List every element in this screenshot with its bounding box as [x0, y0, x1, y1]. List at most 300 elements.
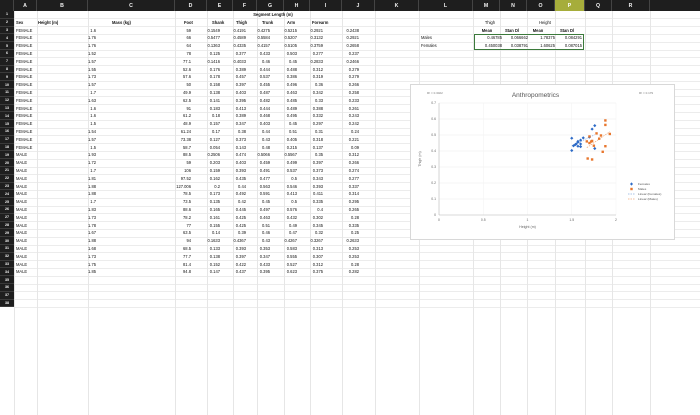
data-cell[interactable]: 0.1416 — [207, 58, 220, 64]
data-cell[interactable]: 1.63 — [88, 97, 96, 103]
data-cell[interactable]: 1.5 — [90, 144, 96, 150]
data-cell[interactable]: 0.393 — [235, 246, 246, 251]
data-cell[interactable]: 1.6 — [90, 105, 96, 111]
data-cell[interactable]: 0.437 — [235, 269, 246, 275]
data-cell[interactable]: 0.314 — [348, 191, 359, 197]
data-cell[interactable]: 0.444 — [259, 105, 270, 111]
data-cell[interactable]: FEMALE — [16, 105, 33, 111]
data-cell[interactable]: 59 — [186, 160, 191, 166]
column-header-h[interactable]: H — [284, 0, 310, 11]
data-cell[interactable]: 0.4 — [317, 207, 323, 212]
data-cell[interactable]: FEMALE — [16, 74, 33, 80]
data-cell[interactable]: 78 — [186, 51, 191, 56]
data-cell[interactable]: 0.389 — [235, 66, 246, 72]
data-cell[interactable]: MALE — [16, 168, 28, 173]
column-header-j[interactable]: J — [342, 0, 375, 11]
segment-length-title[interactable]: Segment Length (m) — [253, 12, 293, 17]
row-header-9[interactable]: 9 — [0, 73, 14, 81]
data-cell[interactable]: 0.413 — [235, 105, 246, 111]
header-mass[interactable]: Mass (kg) — [112, 19, 131, 25]
column-header-a[interactable]: A — [14, 0, 37, 11]
column-header-c[interactable]: C — [88, 0, 175, 11]
data-cell[interactable]: MALE — [16, 191, 28, 197]
data-cell[interactable]: 0.277 — [312, 51, 323, 56]
data-cell[interactable]: 0.591 — [259, 191, 270, 197]
data-cell[interactable]: 62.5 — [183, 97, 191, 103]
data-cell[interactable]: 91 — [186, 105, 191, 111]
data-cell[interactable]: 0.45 — [289, 121, 297, 127]
data-cell[interactable]: FEMALE — [16, 121, 33, 127]
anthropometrics-chart[interactable] — [410, 84, 675, 240]
row-header-18[interactable]: 18 — [0, 144, 14, 152]
data-cell[interactable]: 0.4275 — [257, 27, 270, 33]
data-cell[interactable]: 66 — [186, 35, 191, 41]
data-cell[interactable]: 0.403 — [235, 160, 246, 166]
header-height[interactable]: Height (m) — [38, 19, 59, 25]
row-header-16[interactable]: 16 — [0, 128, 14, 136]
data-cell[interactable]: 0.405 — [286, 136, 297, 142]
data-cell[interactable]: 0.215 — [286, 144, 297, 150]
data-cell[interactable]: 77 — [186, 222, 191, 228]
data-cell[interactable]: 94.8 — [183, 269, 191, 275]
data-cell[interactable]: 0.221 — [348, 136, 359, 142]
data-cell[interactable]: 0.054 — [209, 144, 220, 150]
data-cell[interactable]: 0.335 — [348, 222, 359, 228]
data-cell[interactable]: 0.49 — [289, 222, 297, 228]
data-cell[interactable]: 0.157 — [209, 121, 220, 127]
select-all-corner[interactable] — [0, 0, 14, 11]
summary-female-value[interactable]: 1.60625 — [540, 43, 555, 49]
data-cell[interactable]: 0.4267 — [284, 238, 297, 244]
data-cell[interactable]: 0.477 — [259, 175, 270, 181]
data-cell[interactable]: MALE — [16, 214, 28, 220]
data-cell[interactable]: 0.261 — [348, 105, 359, 111]
data-cell[interactable]: 0.125 — [209, 51, 220, 56]
data-cell[interactable]: 0.4157 — [257, 43, 270, 49]
data-cell[interactable]: 0.422 — [235, 261, 246, 267]
row-header-37[interactable]: 37 — [0, 292, 14, 300]
data-cell[interactable]: 0.1549 — [207, 27, 220, 33]
data-cell[interactable]: MALE — [16, 261, 28, 267]
data-cell[interactable]: 0.17 — [212, 129, 220, 134]
data-cell[interactable]: 0.496 — [286, 82, 297, 88]
data-cell[interactable]: 0.444 — [259, 66, 270, 72]
data-cell[interactable]: 0.127 — [209, 136, 220, 142]
data-cell[interactable]: 0.393 — [235, 168, 246, 173]
data-cell[interactable]: 1.73 — [88, 74, 96, 80]
row-header-5[interactable]: 5 — [0, 42, 14, 50]
data-cell[interactable]: 0.389 — [235, 113, 246, 119]
data-cell[interactable]: 0.425 — [235, 222, 246, 228]
data-cell[interactable]: 0.433 — [259, 51, 270, 56]
data-cell[interactable]: 1.7 — [90, 199, 96, 205]
data-cell[interactable]: 0.5567 — [284, 152, 297, 158]
summary-females-label[interactable]: Females — [421, 43, 437, 49]
data-cell[interactable]: 0.45 — [262, 199, 270, 205]
data-cell[interactable]: 0.161 — [209, 214, 220, 220]
data-cell[interactable]: 0.233 — [348, 97, 359, 103]
data-cell[interactable]: MALE — [16, 183, 28, 189]
data-cell[interactable]: 0.5105 — [284, 43, 297, 49]
data-cell[interactable]: MALE — [16, 246, 28, 251]
data-cell[interactable]: 1.75 — [88, 261, 96, 267]
data-cell[interactable]: 0.397 — [312, 160, 323, 166]
header-forearm[interactable]: Forearm — [312, 19, 329, 25]
data-cell[interactable]: 0.43 — [262, 136, 270, 142]
data-cell[interactable]: 0.165 — [209, 207, 220, 212]
data-cell[interactable]: 0.25 — [351, 230, 359, 236]
data-cell[interactable]: 1.7 — [90, 168, 96, 173]
data-cell[interactable]: FEMALE — [16, 97, 33, 103]
data-cell[interactable]: 0.497 — [259, 207, 270, 212]
data-cell[interactable]: 1.88 — [88, 191, 96, 197]
row-header-34[interactable]: 34 — [0, 268, 14, 276]
data-cell[interactable]: 0.432 — [286, 214, 297, 220]
data-cell[interactable]: 1.73 — [88, 253, 96, 259]
column-header-g[interactable]: G — [257, 0, 284, 11]
data-cell[interactable]: 0.377 — [235, 51, 246, 56]
data-cell[interactable]: 0.274 — [348, 168, 359, 173]
row-header-13[interactable]: 13 — [0, 105, 14, 113]
data-cell[interactable]: 1.81 — [88, 175, 96, 181]
data-cell[interactable]: 58.7 — [183, 144, 191, 150]
row-header-17[interactable]: 17 — [0, 136, 14, 144]
data-cell[interactable]: 0.411 — [313, 191, 323, 197]
data-cell[interactable]: 0.253 — [348, 253, 359, 259]
data-cell[interactable]: 0.395 — [235, 97, 246, 103]
header-arm[interactable]: Arm — [287, 19, 296, 25]
data-cell[interactable]: 0.3132 — [310, 35, 323, 41]
summary-male-value[interactable]: 0.46785 — [487, 35, 502, 41]
data-cell[interactable]: 0.266 — [348, 160, 359, 166]
header-shank[interactable]: Shank — [212, 19, 225, 25]
data-cell[interactable]: 0.5 — [291, 199, 297, 205]
header-trunk[interactable]: Trunk — [262, 19, 274, 25]
data-cell[interactable]: 0.43 — [262, 238, 270, 244]
data-cell[interactable]: 0.307 — [312, 253, 323, 259]
row-header-12[interactable]: 12 — [0, 97, 14, 105]
summary-males-label[interactable]: Males — [421, 35, 432, 41]
data-cell[interactable]: 0.173 — [209, 191, 220, 197]
data-cell[interactable]: 0.143 — [235, 144, 246, 150]
column-header-i[interactable]: I — [310, 0, 342, 11]
data-cell[interactable]: 0.282 — [348, 269, 359, 275]
data-cell[interactable]: 57.6 — [183, 74, 191, 80]
data-cell[interactable]: 50 — [186, 82, 191, 88]
data-cell[interactable]: 0.413 — [286, 191, 297, 197]
data-cell[interactable]: 0.35 — [315, 152, 323, 158]
data-cell[interactable]: 0.138 — [209, 253, 220, 259]
data-cell[interactable]: 0.463 — [286, 90, 297, 95]
summary-height-label[interactable]: Height — [539, 19, 551, 25]
data-cell[interactable]: 0.266 — [348, 82, 359, 88]
data-cell[interactable]: 0.279 — [348, 74, 359, 80]
data-cell[interactable]: 0.455 — [259, 82, 270, 88]
data-cell[interactable]: 0.242 — [348, 121, 359, 127]
row-header-38[interactable]: 38 — [0, 300, 14, 308]
data-cell[interactable]: 1.7 — [90, 90, 96, 95]
data-cell[interactable]: FEMALE — [16, 82, 33, 88]
data-cell[interactable]: 0.373 — [235, 136, 246, 142]
data-cell[interactable]: MALE — [16, 175, 28, 181]
data-cell[interactable]: 0.2438 — [346, 27, 359, 33]
data-cell[interactable]: 0.433 — [259, 261, 270, 267]
data-cell[interactable]: 0.2633 — [346, 238, 359, 244]
data-cell[interactable]: 0.335 — [312, 199, 323, 205]
data-cell[interactable]: 0.46 — [262, 230, 270, 236]
row-header-2[interactable]: 2 — [0, 19, 14, 27]
column-header-q[interactable]: Q — [585, 0, 612, 11]
data-cell[interactable]: FEMALE — [16, 129, 33, 134]
data-cell[interactable]: 1.67 — [88, 230, 96, 236]
data-cell[interactable]: 0.468 — [259, 113, 270, 119]
data-cell[interactable]: 0.138 — [209, 90, 220, 95]
data-cell[interactable]: 0.485 — [286, 97, 297, 103]
data-cell[interactable]: 0.28 — [351, 261, 359, 267]
data-cell[interactable]: 61.24 — [180, 129, 191, 134]
row-header-26[interactable]: 26 — [0, 206, 14, 214]
data-cell[interactable]: 0.3759 — [310, 43, 323, 49]
data-cell[interactable]: 0.295 — [348, 199, 359, 205]
data-cell[interactable]: 0.2921 — [346, 35, 359, 41]
data-cell[interactable]: 0.386 — [286, 74, 297, 80]
data-cell[interactable]: 0.277 — [348, 175, 359, 181]
data-cell[interactable]: MALE — [16, 253, 28, 259]
data-cell[interactable]: 0.46 — [262, 58, 270, 64]
data-cell[interactable]: 0.176 — [209, 66, 220, 72]
data-cell[interactable]: FEMALE — [16, 58, 33, 64]
data-cell[interactable]: 1.78 — [88, 222, 96, 228]
column-header-b[interactable]: B — [37, 0, 88, 11]
data-cell[interactable]: 0.4033 — [233, 58, 246, 64]
data-cell[interactable]: 0.147 — [209, 269, 220, 275]
data-cell[interactable]: 0.457 — [235, 74, 246, 80]
data-cell[interactable]: 1.93 — [88, 152, 96, 158]
data-cell[interactable]: 68.5 — [183, 246, 191, 251]
data-cell[interactable]: 0.45 — [289, 58, 297, 64]
data-cell[interactable]: 0.435 — [235, 175, 246, 181]
data-cell[interactable]: 0.162 — [209, 175, 220, 181]
data-cell[interactable]: MALE — [16, 160, 28, 166]
row-header-35[interactable]: 35 — [0, 276, 14, 284]
data-cell[interactable]: 0.337 — [348, 183, 359, 189]
data-cell[interactable]: 0.18 — [212, 113, 220, 119]
data-cell[interactable]: 0.312 — [312, 261, 323, 267]
data-cell[interactable]: 64 — [186, 43, 191, 49]
data-cell[interactable]: 0.583 — [286, 246, 297, 251]
summary-female-value[interactable]: 0.450038 — [484, 43, 502, 49]
data-cell[interactable]: MALE — [16, 152, 28, 158]
data-cell[interactable]: 0.237 — [348, 51, 359, 56]
row-header-31[interactable]: 31 — [0, 245, 14, 253]
header-thigh[interactable]: Thigh — [236, 19, 248, 25]
data-cell[interactable]: 0.5 — [291, 175, 297, 181]
data-cell[interactable]: 106 — [184, 168, 191, 173]
data-cell[interactable]: 0.44 — [262, 129, 270, 134]
data-cell[interactable]: 0.345 — [312, 222, 323, 228]
data-cell[interactable]: 0.5477 — [207, 35, 220, 41]
data-cell[interactable]: 0.343 — [312, 175, 323, 181]
data-cell[interactable]: 78.5 — [183, 191, 191, 197]
data-cell[interactable]: 0.265 — [348, 207, 359, 212]
data-cell[interactable]: 0.2 — [214, 183, 220, 189]
data-cell[interactable]: FEMALE — [16, 51, 33, 56]
data-cell[interactable]: 0.51 — [289, 129, 297, 134]
data-cell[interactable]: 81.4 — [183, 261, 191, 267]
data-cell[interactable]: 1.6 — [90, 27, 96, 33]
data-cell[interactable]: 0.47 — [289, 230, 297, 236]
data-cell[interactable]: 0.527 — [286, 261, 297, 267]
row-header-8[interactable]: 8 — [0, 66, 14, 74]
data-cell[interactable]: 94 — [186, 238, 191, 244]
data-cell[interactable]: 0.4335 — [233, 43, 246, 49]
row-header-6[interactable]: 6 — [0, 50, 14, 58]
data-cell[interactable]: 52.6 — [183, 66, 191, 72]
data-cell[interactable]: 1.52 — [88, 51, 96, 56]
data-cell[interactable]: 0.51 — [262, 222, 270, 228]
column-header-n[interactable]: N — [500, 0, 527, 11]
data-cell[interactable]: 49.9 — [183, 90, 191, 95]
data-cell[interactable]: 0.482 — [259, 97, 270, 103]
data-cell[interactable]: 0.133 — [209, 246, 220, 251]
data-cell[interactable]: 0.28 — [351, 214, 359, 220]
data-cell[interactable]: 0.141 — [209, 97, 220, 103]
data-cell[interactable]: 73.38 — [180, 136, 191, 142]
data-cell[interactable]: MALE — [16, 222, 28, 228]
data-cell[interactable]: 0.425 — [235, 214, 246, 220]
data-cell[interactable]: 0.155 — [209, 222, 220, 228]
data-cell[interactable]: 61.2 — [183, 113, 191, 119]
data-cell[interactable]: 0.5207 — [284, 35, 297, 41]
data-cell[interactable]: 0.488 — [286, 66, 297, 72]
data-cell[interactable]: 1.57 — [88, 82, 96, 88]
data-cell[interactable]: MALE — [16, 238, 28, 244]
data-cell[interactable]: 0.4367 — [233, 238, 246, 244]
column-header-f[interactable]: F — [233, 0, 257, 11]
data-cell[interactable]: 0.375 — [312, 269, 323, 275]
data-cell[interactable]: 0.297 — [312, 121, 323, 127]
data-cell[interactable]: 0.137 — [312, 144, 323, 150]
data-cell[interactable]: 0.243 — [348, 113, 359, 119]
data-cell[interactable]: 0.537 — [286, 168, 297, 173]
data-cell[interactable]: 1.6 — [90, 113, 96, 119]
data-cell[interactable]: 0.503 — [286, 51, 297, 56]
header-sex[interactable]: Sex — [16, 19, 24, 25]
row-header-27[interactable]: 27 — [0, 214, 14, 222]
data-cell[interactable]: MALE — [16, 199, 28, 205]
data-cell[interactable]: 0.445 — [235, 207, 246, 212]
summary-male-value[interactable]: 0.066662 — [510, 35, 528, 41]
data-cell[interactable]: 0.1633 — [207, 238, 220, 244]
data-cell[interactable]: 0.31 — [315, 129, 323, 134]
data-cell[interactable]: 0.623 — [286, 269, 297, 275]
data-cell[interactable]: FEMALE — [16, 136, 33, 142]
data-cell[interactable]: 0.397 — [235, 253, 246, 259]
data-cell[interactable]: 0.38 — [238, 129, 246, 134]
data-cell[interactable]: FEMALE — [16, 113, 33, 119]
summary-mean-label[interactable]: Mean — [481, 27, 493, 33]
data-cell[interactable]: 0.388 — [312, 105, 323, 111]
data-cell[interactable]: 0.491 — [259, 168, 270, 173]
data-cell[interactable]: 78.2 — [183, 214, 191, 220]
data-cell[interactable]: 0.492 — [235, 191, 246, 197]
data-cell[interactable]: 0.353 — [259, 246, 270, 251]
data-cell[interactable]: 88.5 — [183, 152, 191, 158]
column-header-m[interactable]: M — [473, 0, 500, 11]
row-header-21[interactable]: 21 — [0, 167, 14, 175]
data-cell[interactable]: 0.158 — [209, 82, 220, 88]
row-header-19[interactable]: 19 — [0, 151, 14, 159]
column-header-l[interactable]: L — [419, 0, 473, 11]
data-cell[interactable]: FEMALE — [16, 27, 33, 33]
data-cell[interactable]: 0.395 — [259, 269, 270, 275]
summary-mean-label-2[interactable]: Mean — [532, 27, 544, 33]
summary-male-value[interactable]: 0.084291 — [564, 35, 582, 41]
data-cell[interactable]: 0.1363 — [207, 43, 220, 49]
row-header-1[interactable]: 1 — [0, 11, 14, 19]
data-cell[interactable]: 0.42 — [238, 199, 246, 205]
data-cell[interactable]: 0.495 — [286, 113, 297, 119]
summary-female-value[interactable]: 0.038791 — [510, 43, 528, 49]
data-cell[interactable]: 1.57 — [88, 136, 96, 142]
data-cell[interactable]: 1.55 — [88, 66, 96, 72]
header-foot[interactable]: Foot — [184, 19, 193, 25]
data-cell[interactable]: 0.258 — [348, 90, 359, 95]
data-cell[interactable]: 0.347 — [235, 121, 246, 127]
data-cell[interactable]: 1.83 — [88, 207, 96, 212]
data-cell[interactable]: 73.5 — [183, 199, 191, 205]
data-cell[interactable]: 0.4191 — [233, 27, 246, 33]
column-header-o[interactable]: O — [527, 0, 555, 11]
data-cell[interactable]: 0.459 — [259, 160, 270, 166]
data-cell[interactable]: 0.463 — [259, 214, 270, 220]
data-cell[interactable]: 0.2658 — [346, 43, 359, 49]
column-header-d[interactable]: D — [175, 0, 207, 11]
row-header-4[interactable]: 4 — [0, 34, 14, 42]
data-cell[interactable]: 1.54 — [88, 129, 96, 134]
column-header-k[interactable]: K — [375, 0, 419, 11]
data-cell[interactable]: 0.4589 — [233, 35, 246, 41]
data-cell[interactable]: 0.313 — [312, 246, 323, 251]
row-header-28[interactable]: 28 — [0, 222, 14, 230]
data-cell[interactable]: 0.489 — [286, 105, 297, 111]
data-cell[interactable]: 1.68 — [88, 246, 96, 251]
data-cell[interactable]: 0.312 — [312, 66, 323, 72]
data-cell[interactable]: 0.178 — [209, 74, 220, 80]
data-cell[interactable]: 0.487 — [259, 90, 270, 95]
data-cell[interactable]: 0.152 — [209, 261, 220, 267]
data-cell[interactable]: 0.576 — [286, 207, 297, 212]
data-cell[interactable]: 0.183 — [209, 105, 220, 111]
row-header-36[interactable]: 36 — [0, 284, 14, 292]
summary-stdev-label[interactable]: Stan Dl — [504, 27, 520, 33]
data-cell[interactable]: 0.5215 — [284, 27, 297, 33]
data-cell[interactable]: 0.279 — [348, 66, 359, 72]
data-cell[interactable]: 1.57 — [88, 58, 96, 64]
data-cell[interactable]: 1.76 — [88, 43, 96, 49]
data-cell[interactable]: 0.44 — [238, 183, 246, 189]
data-cell[interactable]: 1.73 — [88, 214, 96, 220]
row-header-29[interactable]: 29 — [0, 229, 14, 237]
data-cell[interactable]: 0.39 — [238, 230, 246, 236]
data-cell[interactable]: 0.332 — [312, 113, 323, 119]
data-cell[interactable]: 1.72 — [88, 160, 96, 166]
data-cell[interactable]: 0.09 — [351, 144, 359, 150]
data-cell[interactable]: MALE — [16, 230, 28, 236]
row-header-14[interactable]: 14 — [0, 112, 14, 120]
data-cell[interactable]: 0.474 — [235, 152, 246, 158]
summary-female-value[interactable]: 0.087015 — [564, 43, 582, 49]
